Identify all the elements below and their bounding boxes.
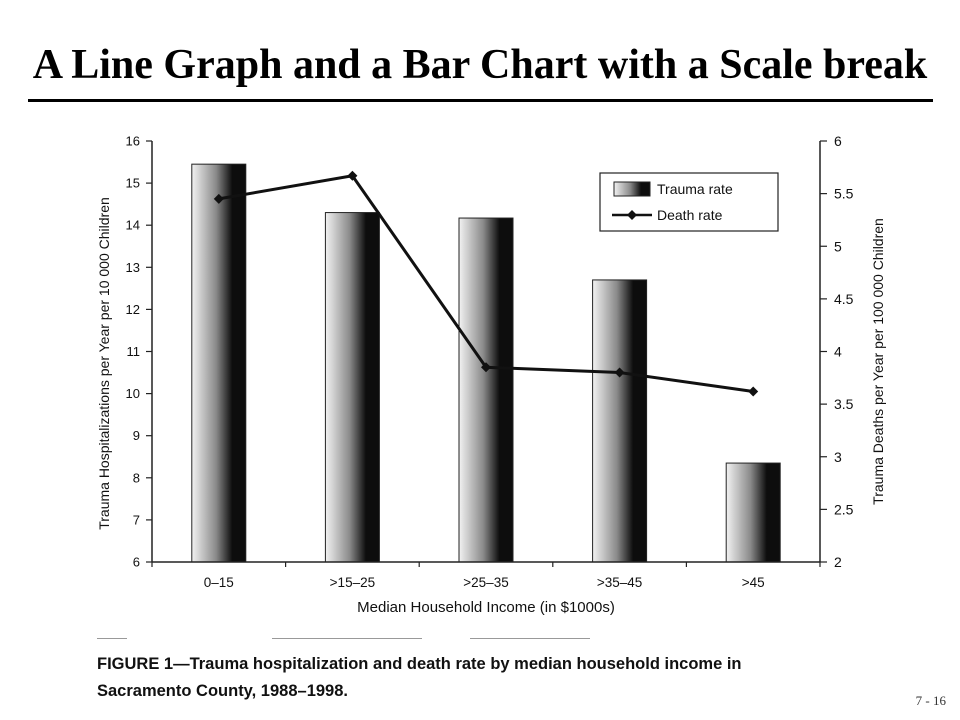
caption-line-1: FIGURE 1—Trauma hospitalization and death rate by median household income in (97, 655, 742, 673)
legend-label-death-rate: Death rate (657, 207, 723, 223)
slide-number: 7 - 16 (915, 693, 946, 708)
death-rate-marker (748, 386, 758, 396)
combo-chart (92, 124, 900, 644)
y2-axis-title: Trauma Deaths per Year per 100 000 Children (870, 218, 886, 505)
figure (92, 124, 900, 644)
y2-tick-label: 5.5 (834, 185, 854, 202)
y-tick-label: 11 (126, 344, 140, 359)
y2-tick-label: 4 (834, 343, 842, 360)
trauma-rate-bar (726, 463, 780, 562)
y-tick-label: 13 (125, 259, 140, 275)
x-tick-label: >35–45 (596, 575, 643, 590)
y2-tick-label: 2 (834, 554, 842, 570)
caption-line-2: Sacramento County, 1988–1998. (97, 682, 348, 700)
scan-artifact (272, 638, 422, 639)
legend-label-trauma-rate: Trauma rate (657, 181, 733, 197)
title-divider (28, 99, 933, 102)
x-tick-label: >45 (741, 575, 765, 590)
scan-artifact (97, 638, 127, 639)
y2-tick-label: 5 (834, 238, 842, 255)
trauma-rate-bar (192, 164, 246, 562)
y-tick-label: 9 (132, 428, 140, 444)
y-axis-title: Trauma Hospitalizations per Year per 10 000 Children (96, 197, 112, 530)
y2-tick-label: 4.5 (834, 290, 854, 307)
x-tick-label: 0–15 (203, 575, 234, 590)
trauma-rate-bar (325, 213, 379, 562)
trauma-rate-bar (459, 218, 513, 562)
slide-title: A Line Graph and a Bar Chart with a Scale break (32, 42, 928, 88)
x-axis-title: Median Household Income (in $1000s) (357, 599, 615, 616)
y-tick-label: 12 (125, 301, 140, 317)
y-tick-label: 7 (132, 512, 140, 528)
legend-bar-swatch (614, 182, 650, 196)
figure-caption (97, 651, 857, 705)
y-tick-label: 6 (132, 554, 140, 570)
trauma-rate-bar (593, 280, 647, 562)
y2-tick-label: 2.5 (834, 501, 854, 518)
y2-tick-label: 3 (834, 448, 842, 465)
y-tick-label: 10 (125, 386, 140, 402)
y2-tick-label: 3.5 (834, 396, 854, 413)
x-tick-label: >15–25 (329, 575, 376, 590)
chart-legend (600, 173, 778, 231)
scan-artifact (470, 638, 590, 639)
y-tick-label: 8 (132, 470, 140, 486)
y-tick-label: 14 (125, 217, 140, 233)
x-tick-label: >25–35 (463, 575, 509, 590)
y-tick-label: 16 (125, 133, 140, 149)
y-tick-label: 15 (125, 175, 140, 191)
y2-tick-label: 6 (834, 133, 842, 149)
